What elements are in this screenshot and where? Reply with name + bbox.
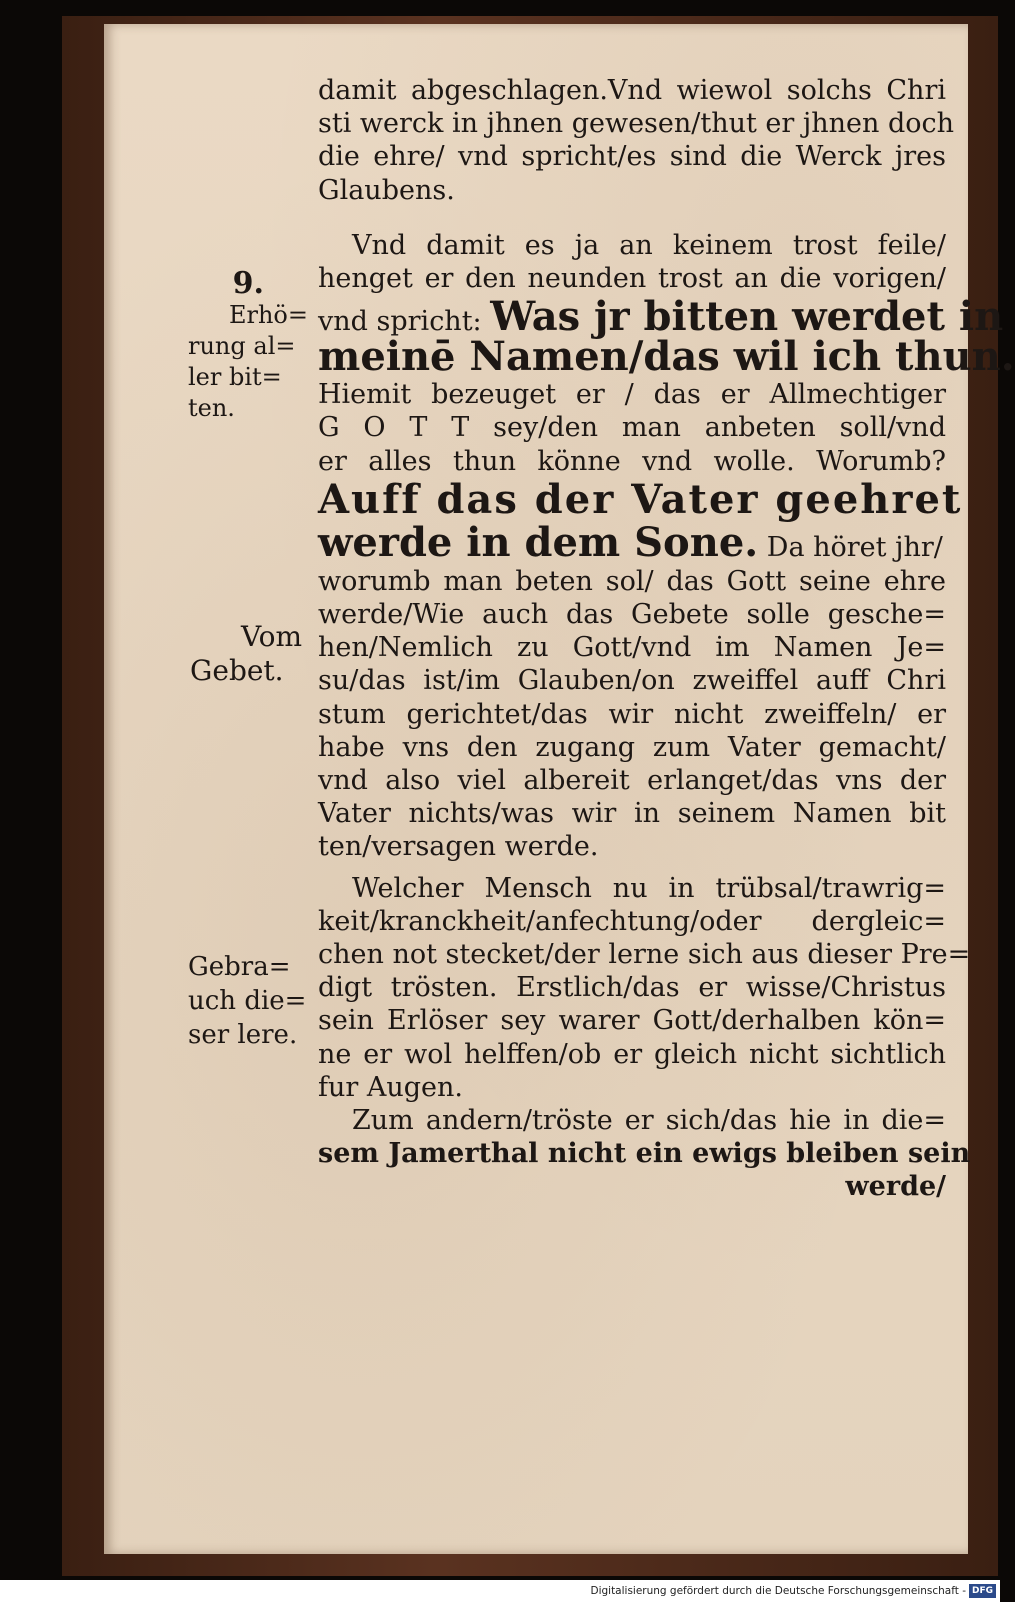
- body-text: [318, 74, 1015, 1204]
- text-line: sti werck in jhnen gewesen/thut er jhnen doch: [318, 108, 955, 140]
- text-line: ne er wol helffen/ob er gleich nicht sichtlich: [318, 1038, 946, 1070]
- margin-note-line: Gebra=: [188, 952, 291, 982]
- text-line: worumb man beten sol/ das Gott seine ehre: [318, 565, 946, 597]
- text-line: keit/kranckheit/anfechtung/oder dergleic=: [318, 905, 946, 937]
- text-line: ten/versagen werde.: [318, 831, 599, 863]
- margin-note-answered-prayer: [188, 300, 312, 424]
- catchword: werde/: [845, 1171, 946, 1203]
- scripture-quote: Auff das der Vater geehret: [318, 475, 963, 523]
- text-line: Zum andern/tröste er sich/das hie in die=: [352, 1105, 946, 1137]
- text-line: [318, 518, 946, 566]
- text-span: Da höret jhr/: [766, 531, 943, 563]
- margin-note-line: Gebet.: [190, 654, 284, 687]
- text-line: G O T T sey/den man anbeten soll/vnd: [318, 412, 946, 444]
- text-line: henget er den neunden trost an die vorigen/: [318, 263, 946, 295]
- text-line: digt trösten. Erstlich/das er wisse/Christus: [318, 972, 946, 1004]
- text-line: Vnd damit es ja an keinem trost feile/: [352, 229, 946, 261]
- funding-notice: Digitalisierung gefördert durch die Deutsche Forschungsgemeinschaft -: [590, 1585, 966, 1597]
- dfg-logo: DFG: [969, 1584, 996, 1598]
- text-line: chen not stecket/der lerne sich aus dieser Pre=: [318, 939, 971, 971]
- text-line: Hiemit bezeuget er / das er Allmechtiger: [318, 379, 946, 411]
- scripture-quote: Was jr bitten werdet in: [490, 293, 1004, 341]
- margin-note-line: uch die=: [188, 986, 307, 1016]
- text-line: werde/Wie auch das Gebete solle gesche=: [318, 599, 946, 631]
- margin-note-line: ser lere.: [188, 1020, 298, 1050]
- margin-note-prayer: [190, 620, 314, 688]
- margin-note-line: ten.: [188, 394, 235, 422]
- scripture-quote: meinē Namen/das wil ich thun.: [318, 333, 1015, 381]
- text-line: sein Erlöser sey warer Gott/derhalben kön=: [318, 1005, 946, 1037]
- text-line: Welcher Mensch nu in trübsal/trawrig=: [352, 872, 946, 904]
- text-line: Vater nichts/was wir in seinem Namen bit: [318, 798, 946, 830]
- text-line: die ehre/ vnd spricht/es sind die Werck jres: [318, 141, 946, 173]
- footer-bar: [0, 1580, 1000, 1602]
- margin-note-use-of-doctrine: [188, 950, 312, 1052]
- margin-note-line: rung al=: [188, 332, 296, 360]
- text-line: Glaubens.: [318, 174, 455, 206]
- text-span: vnd spricht:: [318, 306, 482, 338]
- text-line: vnd also viel albereit erlanget/das vns der: [318, 765, 946, 797]
- text-line: stum gerichtet/das wir nicht zweiffeln/ er: [318, 698, 946, 730]
- text-line: sem Jamerthal nicht ein ewigs bleiben sein: [318, 1138, 971, 1170]
- margin-note-line: Erhö=: [228, 301, 308, 329]
- scripture-quote: werde in dem Sone.: [318, 518, 759, 566]
- text-line: habe vns den zugang zum Vater gemacht/: [318, 731, 946, 763]
- text-line: er alles thun könne vnd wolle. Worumb?: [318, 445, 946, 477]
- text-line: fur Augen.: [318, 1071, 463, 1103]
- text-line: su/das ist/im Glauben/on zweiffel auff Chri: [318, 665, 946, 697]
- text-line: [318, 293, 1004, 341]
- text-line: hen/Nemlich zu Gott/vnd im Namen Je=: [318, 632, 946, 664]
- margin-note-line: ler bit=: [188, 363, 282, 391]
- margin-note-number: 9.: [232, 266, 264, 301]
- text-line: damit abgeschlagen.Vnd wiewol solchs Chri: [318, 75, 946, 106]
- margin-note-line: Vom: [240, 620, 302, 653]
